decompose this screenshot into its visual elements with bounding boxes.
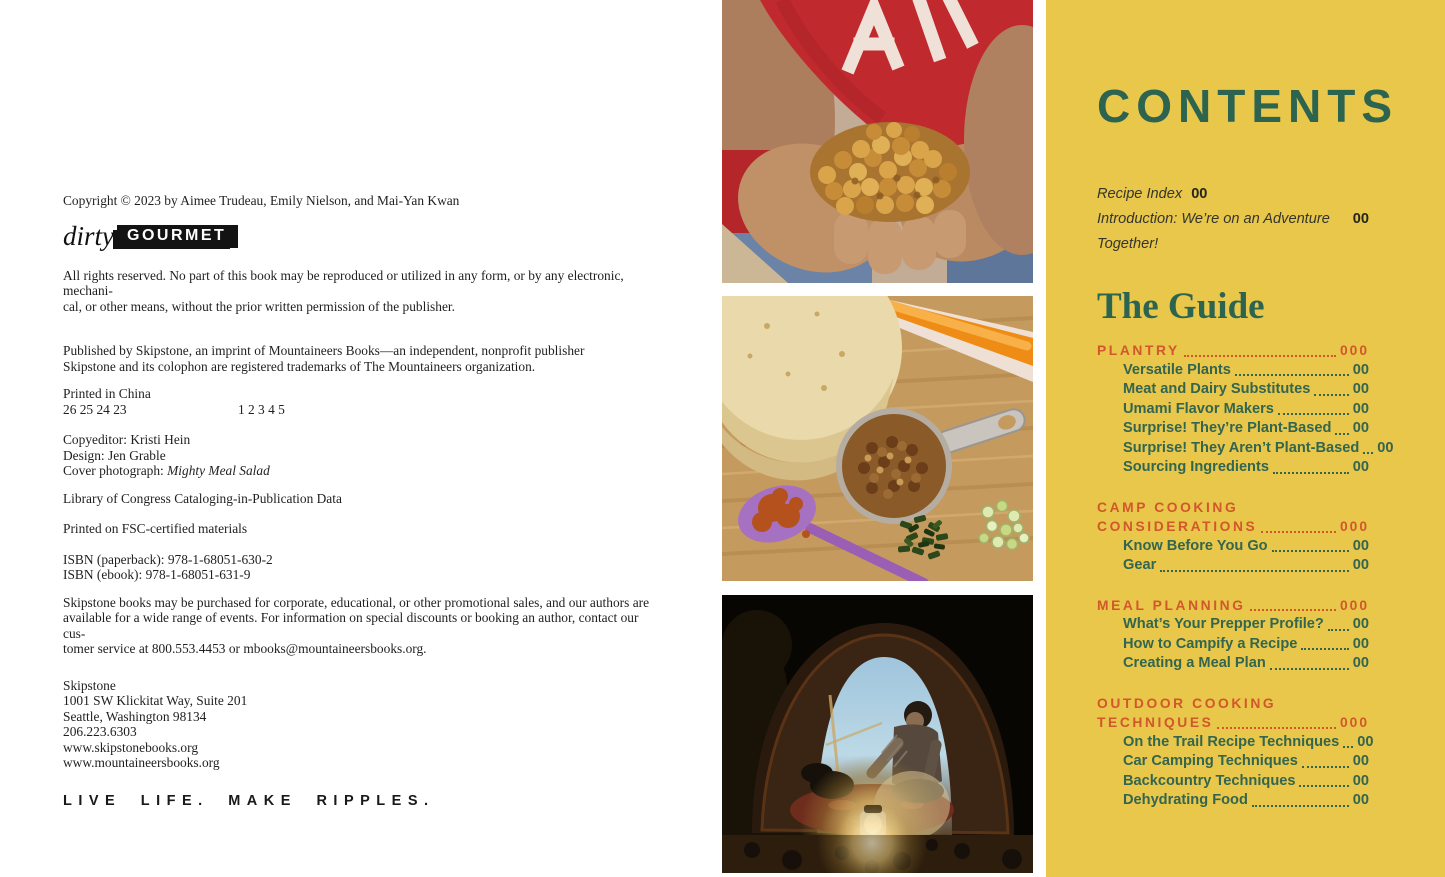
print-info [63,386,657,417]
sales-line: Skipstone books may be purchased for corporate, educational, or other promotional sales, and our authors are [63,594,650,610]
section-page: 000 [1339,343,1369,358]
toc-item-page: 00 [1352,635,1369,652]
publisher-paragraph [63,343,657,374]
toc-item-label: What’s Your Prepper Profile? [1123,616,1324,632]
table-of-contents [1097,341,1394,811]
toc-entry-introduction [1097,207,1369,257]
dot-leader [1184,355,1336,357]
toc-item [1097,654,1369,674]
toc-item-label: Sourcing Ingredients [1123,459,1269,475]
dot-leader [1328,629,1349,631]
toc-section-meal-planning [1097,596,1369,674]
dot-leader [1273,472,1349,474]
toc-section-outdoor-cooking [1097,694,1374,811]
toc-entry-recipe-index [1097,182,1369,207]
photo-chickpeas-illustration [722,0,1033,283]
design-line: Design: Jen Grable [63,447,166,463]
address-line: www.mountaineersbooks.org [63,755,220,770]
print-run-line [63,402,657,418]
section-page: 000 [1339,597,1369,613]
publisher-line: Published by Skipstone, an imprint of Mountaineers Books—an independent, nonprofit publisher [63,343,585,358]
toc-item [1097,556,1369,576]
section-page: 000 [1339,519,1369,534]
rights-line: cal, or other means, without the prior written permission of the publisher. [63,298,455,314]
dot-leader [1301,648,1348,650]
toc-item [1097,419,1369,439]
toc-item-label: Dehydrating Food [1123,792,1248,808]
dot-leader [1343,746,1353,748]
dot-leader [1278,413,1349,415]
dot-leader [1363,452,1373,454]
toc-item-page: 00 [1352,557,1369,573]
fsc-line: Printed on FSC-certified materials [63,521,248,536]
toc-item [1097,439,1394,459]
loc-line: Library of Congress Cataloging-in-Publication Data [63,490,342,506]
toc-entry-page: 00 [1352,211,1369,227]
toc-item [1097,537,1369,557]
section-heading: PLANTRY [1097,343,1180,358]
dot-leader [1261,531,1336,533]
toc-item [1097,361,1369,381]
dot-leader [1302,766,1349,768]
logo-box-text: GOURMET [117,225,238,248]
toc-item-label: Gear [1123,557,1157,573]
toc-item-label: Versatile Plants [1123,361,1231,378]
contents-page [1046,0,1445,877]
print-run-years: 26 25 24 23 [63,401,127,417]
toc-item-label: On the Trail Recipe Techniques [1123,733,1340,750]
section-page: 000 [1339,715,1369,730]
toc-entry-page: 00 [1191,186,1208,202]
toc-item-label: Surprise! They’re Plant-Based [1123,420,1332,436]
rights-line: All rights reserved. No part of this book may be reproduced or utilized in any form, or by any electronic, mechani- [63,267,624,298]
section-heading-row [1097,713,1369,733]
toc-item [1097,791,1369,811]
toc-entry-label: Recipe Index [1097,186,1183,202]
section-heading-row [1097,596,1369,616]
cover-credit-line [63,463,657,479]
photo-chickpeas [722,0,1033,283]
toc-item-page: 00 [1352,361,1369,378]
toc-entry-label: Introduction: We’re on an Adventure Together! [1097,211,1330,252]
toc-item-label: Meat and Dairy Substitutes [1123,381,1311,397]
copyeditor-line: Copyeditor: Kristi Hein [63,432,191,447]
dot-leader [1299,785,1348,787]
address-line: 1001 SW Klickitat Way, Suite 201 [63,693,248,708]
section-heading-row [1097,341,1369,361]
toc-item-label: Car Camping Techniques [1123,753,1298,769]
toc-item-page: 00 [1352,616,1369,632]
toc-item-label: Surprise! They Aren’t Plant-Based [1123,439,1360,456]
dirty-gourmet-logo [63,219,657,255]
guide-title: The Guide [1097,286,1265,327]
toc-item [1097,733,1374,753]
sales-line: tomer service at 800.553.4453 or mbooks@mountaineersbooks.org. [63,641,427,656]
publisher-line: Skipstone and its colophon are registered trademarks of The Mountaineers organization. [63,358,536,374]
photo-cutting-board [722,296,1033,581]
sales-paragraph [63,595,657,657]
dot-leader [1272,550,1349,552]
section-heading: MEAL PLANNING [1097,597,1246,613]
toc-item-page: 00 [1377,439,1394,456]
dot-leader [1314,394,1348,396]
photo-tent-night [722,595,1033,873]
toc-section-camp-cooking [1097,498,1369,576]
section-heading-top: OUTDOOR COOKING [1097,695,1277,711]
photo-cutting-board-illustration [722,296,1033,581]
toc-item-page: 00 [1357,733,1374,750]
photo-tent-night-illustration [722,595,1033,873]
toc-item [1097,615,1369,635]
toc-item [1097,752,1369,772]
dot-leader [1235,374,1349,376]
cover-credit-label: Cover photograph: [63,463,168,478]
dot-leader [1250,609,1336,611]
sales-line: available for a wide range of events. For information on special discounts or booking an author, contact our cus- [63,610,639,641]
section-heading-top: CAMP COOKING [1097,499,1239,515]
printed-in-line: Printed in China [63,386,151,401]
contents-title: CONTENTS [1097,80,1398,132]
credits [63,432,657,479]
toc-item [1097,380,1369,400]
isbn-paperback: ISBN (paperback): 978-1-68051-630-2 [63,551,273,567]
toc-section-plantry [1097,341,1394,478]
copyright-text-column [63,193,657,809]
toc-item-page: 00 [1352,792,1369,808]
toc-item-label: How to Campify a Recipe [1123,635,1298,652]
print-run-numbers: 1 2 3 4 5 [237,401,285,417]
toc-item [1097,400,1369,420]
toc-item-label: Creating a Meal Plan [1123,655,1266,671]
publisher-address [63,678,657,771]
address-line: Seattle, Washington 98134 [63,708,207,724]
section-heading: CONSIDERATIONS [1097,519,1258,534]
copyright-line: Copyright © 2023 by Aimee Trudeau, Emily Nielson, and Mai-Yan Kwan [63,193,460,208]
section-heading-row [1097,517,1369,537]
toc-item-label: Backcountry Techniques [1123,772,1296,789]
cover-credit-title: Mighty Meal Salad [167,463,270,478]
dot-leader [1270,668,1349,670]
address-line: Skipstone [63,677,116,693]
toc-item [1097,772,1369,792]
copyright-page [0,0,722,877]
photo-column [722,0,1033,877]
toc-item-page: 00 [1352,537,1369,554]
address-line: 206.223.6303 [63,724,137,739]
isbn-block [63,552,657,583]
dot-leader [1160,570,1349,572]
toc-item-page: 00 [1352,753,1369,769]
rights-paragraph [63,268,657,315]
toc-item-page: 00 [1352,459,1369,475]
toc-item [1097,635,1369,655]
dot-leader [1335,433,1348,435]
dot-leader [1252,805,1349,807]
toc-item-label: Umami Flavor Makers [1123,400,1274,417]
section-heading: TECHNIQUES [1097,715,1214,730]
address-line: www.skipstonebooks.org [63,739,199,755]
toc-item [1097,458,1369,478]
toc-item-page: 00 [1352,381,1369,397]
logo-script-text: dirty [63,220,114,251]
tagline: LIVE LIFE. MAKE RIPPLES. [63,792,435,809]
isbn-ebook: ISBN (ebook): 978-1-68051-631-9 [63,567,251,582]
dot-leader [1217,727,1336,729]
toc-item-page: 00 [1352,420,1369,436]
toc-item-page: 00 [1352,655,1369,671]
toc-item-page: 00 [1352,400,1369,417]
toc-item-label: Know Before You Go [1123,537,1268,554]
front-matter-list [1097,182,1369,257]
toc-item-page: 00 [1352,772,1369,789]
